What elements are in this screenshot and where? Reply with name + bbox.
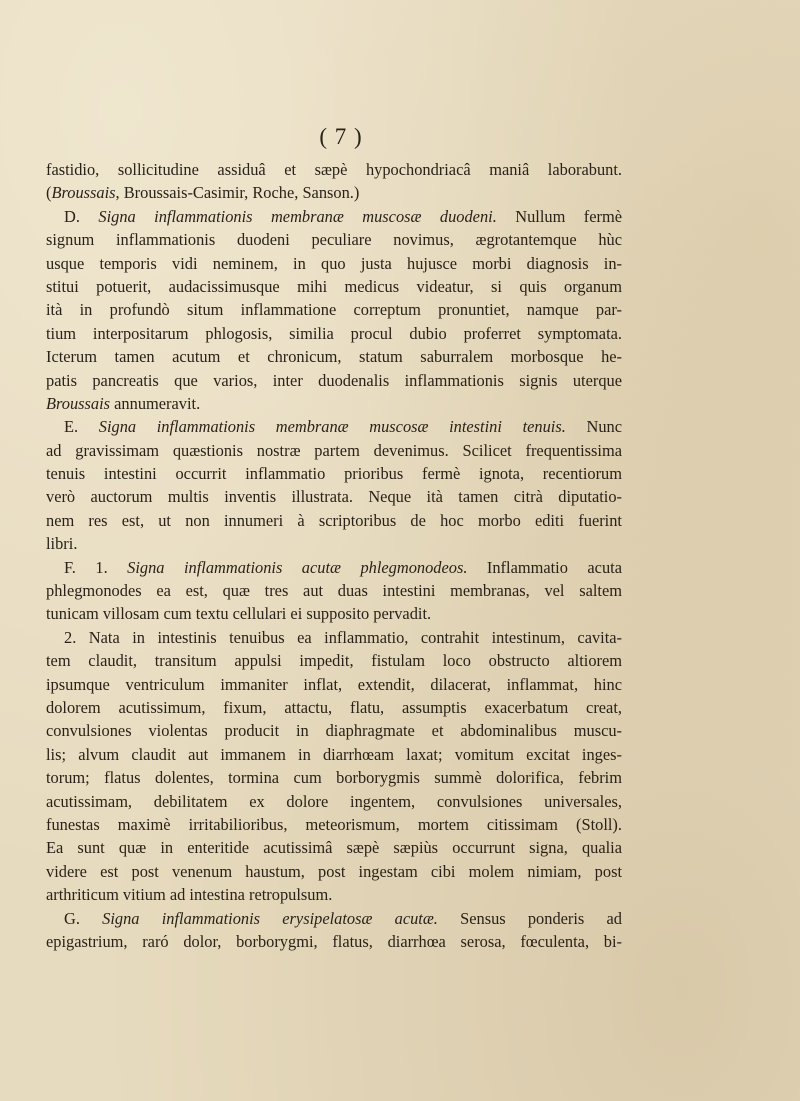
text-line: ipsumque ventriculum immaniter inflat, extendit, dilacerat, inflammat, hinc xyxy=(46,674,622,694)
text-line: patis pancreatis que varios, inter duodenalis inflammationis signis uterque xyxy=(46,370,622,390)
text-line: dolorem acutissimum, fixum, attactu, flatu, assumptis exacerbatum creat, xyxy=(46,697,622,717)
text-line: acutissimam, debilitatem ex dolore ingentem, convulsiones universales, xyxy=(46,791,622,811)
body-text xyxy=(46,158,622,953)
text-line: F. 1. Signa inflammationis acutæ phlegmonodeos. Inflammatio acuta xyxy=(64,557,622,577)
text-line: signum inflammationis duodeni peculiare novimus, ægrotantemque hùc xyxy=(46,230,622,250)
text-line: epigastrium, raró dolor, borborygmi, flatus, diarrhœa serosa, fœculenta, bi- xyxy=(46,931,622,951)
text-line: nem res est, ut non innumeri à scriptoribus de hoc morbo editi fuerint xyxy=(46,510,622,530)
text-line: E. Signa inflammationis membranæ muscosæ intestini tenuis. Nunc xyxy=(64,417,622,437)
page-number: ( 7 ) xyxy=(319,124,363,149)
text-line: 2. Nata in intestinis tenuibus ea inflammatio, contrahit intestinum, cavita- xyxy=(64,627,622,647)
text-line: G. Signa inflammationis erysipelatosæ acutæ. Sensus ponderis ad xyxy=(64,908,622,928)
text-line: phlegmonodes ea est, quæ tres aut duas intestini membranas, vel saltem xyxy=(46,581,622,601)
text-line: torum; flatus dolentes, tormina cum borborygmis summè dolorifica, febrim xyxy=(46,768,622,788)
text-line: Ea sunt quæ in enteritide acutissimâ sæpè sæpiùs occurrunt signa, qualia xyxy=(46,838,622,858)
text-line: (Broussais, Broussais-Casimir, Roche, Sanson.) xyxy=(46,183,360,203)
text-line: videre est post venenum haustum, post ingestam cibi molem nimiam, post xyxy=(46,861,622,881)
text-line: fastidio, sollicitudine assiduâ et sæpè hypochondriacâ maniâ laborabunt. xyxy=(46,160,622,179)
text-line: stitui potuerit, audacissimusque mihi medicus videatur, si quis organum xyxy=(46,276,622,296)
text-line: Broussais annumeravit. xyxy=(46,393,201,413)
text-line: tium interpositarum phlogosis, similia procul dubio proferret symptomata. xyxy=(46,323,622,343)
text-line: Icterum tamen acutum et chronicum, statum saburralem morbosque he- xyxy=(46,347,622,367)
text-line: arthriticum vitium ad intestina retropulsum. xyxy=(46,885,333,905)
text-line: libri. xyxy=(46,534,78,554)
text-line: ità in profundò situm inflammatione correptum pronuntiet, namque par- xyxy=(46,300,622,320)
text-line: verò auctorum multis inventis illustrata. Neque ità tamen citrà diputatio- xyxy=(46,487,622,507)
text-line: tunicam villosam cum textu cellulari ei supposito pervadit. xyxy=(46,604,432,624)
text-line: ad gravissimam quæstionis nostræ partem devenimus. Scilicet frequentissima xyxy=(46,440,622,460)
text-line: convulsiones violentas producit in diaphragmate et abdominalibus muscu- xyxy=(46,721,622,741)
text-line: usque temporis vidi neminem, in quo justa hujusce morbi diagnosis in- xyxy=(46,253,622,273)
text-line: lis; alvum claudit aut immanem in diarrhœam laxat; vomitum excitat inges- xyxy=(46,744,622,764)
text-line: tem claudit, transitum appulsi impedit, fistulam loco obstructo altiorem xyxy=(46,651,622,671)
text-line: D. Signa inflammationis membranæ muscosæ duodeni. Nullum fermè xyxy=(64,206,622,226)
text-line: tenuis intestini occurrit inflammatio prioribus fermè ignota, recentiorum xyxy=(46,464,622,484)
text-line: funestas maximè irritabilioribus, meteorismum, mortem citissimam (Stoll). xyxy=(46,814,622,834)
